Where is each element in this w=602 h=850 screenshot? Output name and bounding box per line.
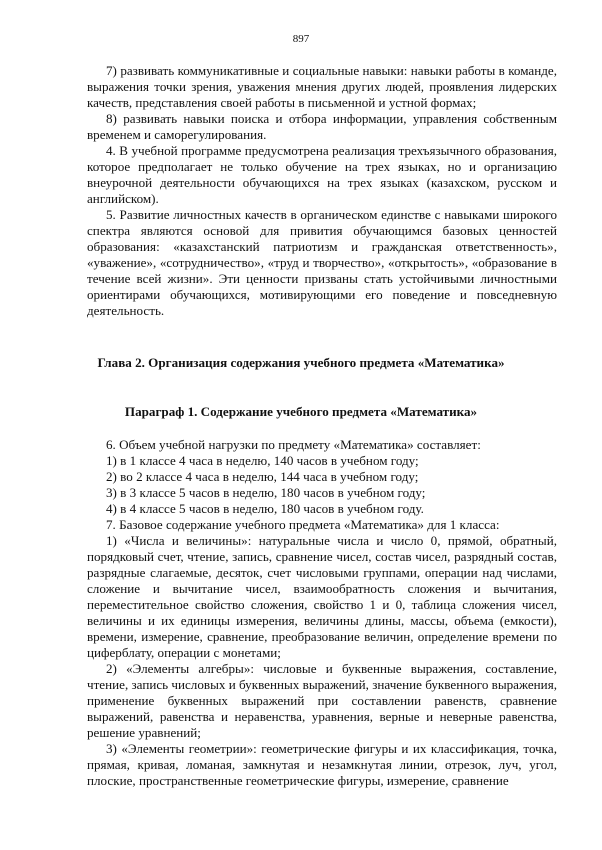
paragraph: 7) развивать коммуникативные и социальные навыки: навыки работы в команде, выражения точки зрения, уважения мнения других людей, проявления лидерских качеств, представления своей работы в письменной и устной формах; <box>87 63 557 110</box>
paragraph-heading: Параграф 1. Содержание учебного предмета «Математика» <box>124 404 478 419</box>
list-item: 1) «Числа и величины»: натуральные числа и число 0, прямой, обратный, порядковый счет, чтение, запись, сравнение чисел, состав чисел, разрядный состав, разрядные слагаемые, десяток, счет числовыми группами, операции над числами, сложение и вычитание чисел, взаимообратность сложения и вычитания, переместительное свойство сложения, свойство 1 и 0, таблица сложения чисел, величины и их единицы измерения, величины длины, массы, объема (емкости), времени, измерение, сравнение, преобразование величин, определение времени по циферблату, операции с монетами; <box>87 533 557 660</box>
list-item: 3) «Элементы геометрии»: геометрические фигуры и их классификация, точка, прямая, кривая, ломаная, замкнутая и незамкнутая линии, отрезок, луч, угол, плоские, пространственные геометрические фигуры, измерение, сравнение <box>87 741 557 788</box>
list-item: 2) «Элементы алгебры»: числовые и буквенные выражения, составление, чтение, запись числовых и буквенных выражений, значение буквенного выражения, применение буквенных выражений при составлении равенств, сравнение выражений, равенства и неравенства, уравнения, верные и неверные равенства, решение уравнений; <box>87 661 557 740</box>
chapter-heading: Глава 2. Организация содержания учебного предмета «Математика» <box>97 355 505 370</box>
text-block-content <box>87 437 557 789</box>
text-block-goals <box>87 63 557 319</box>
paragraph: 6. Объем учебной нагрузки по предмету «Математика» составляет: <box>106 437 481 452</box>
list-item: 3) в 3 классе 5 часов в неделю, 180 часов в учебном году; <box>106 485 426 500</box>
paragraph: 4. В учебной программе предусмотрена реализация трехъязычного образования, которое предполагает не только обучение на трех языках, но и организацию внеурочной деятельности обучающихся на трех языках (казахском, русском и английском). <box>87 143 557 206</box>
list-item: 4) в 4 классе 5 часов в неделю, 180 часов в учебном году. <box>106 501 424 516</box>
paragraph: 8) развивать навыки поиска и отбора информации, управления собственным временем и саморегулирования. <box>87 111 557 142</box>
list-item: 2) во 2 классе 4 часа в неделю, 144 часа в учебном году; <box>106 469 419 484</box>
paragraph: 7. Базовое содержание учебного предмета «Математика» для 1 класса: <box>106 517 500 532</box>
list-item: 1) в 1 классе 4 часа в неделю, 140 часов в учебном году; <box>106 453 419 468</box>
page-number: 897 <box>292 33 310 45</box>
paragraph: 5. Развитие личностных качеств в органическом единстве с навыками широкого спектра являются основой для привития обучающимся базовых ценностей образования: «казахстанский патриотизм и гражданская ответственность», «уважение», «сотрудничество», «труд и творчество», «открытость», «образование в течение всей жизни». Эти ценности призваны стать устойчивыми личностными ориентирами обучающихся, мотивирующими его поведение и повседневную деятельность. <box>87 207 557 318</box>
